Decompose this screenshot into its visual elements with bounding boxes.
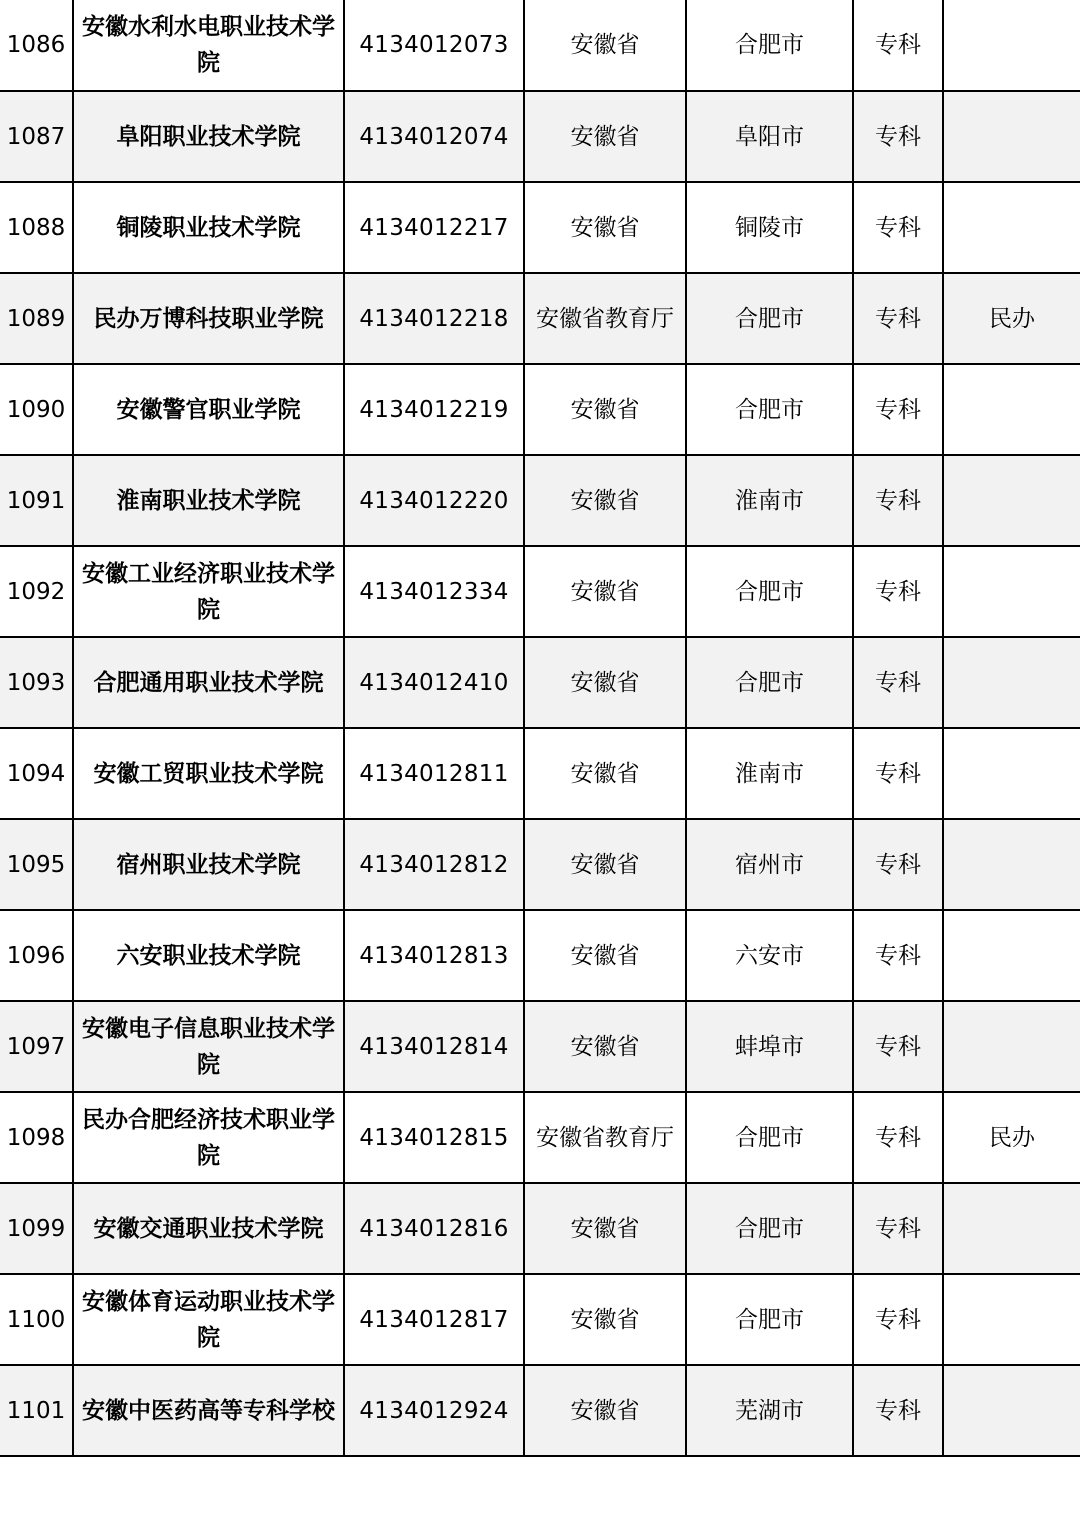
- row-number-cell: 1097: [0, 1001, 73, 1092]
- school-name-cell: 铜陵职业技术学院: [73, 182, 344, 273]
- note-cell: [943, 910, 1080, 1001]
- school-code-cell: 4134012814: [344, 1001, 524, 1092]
- school-name-cell: 民办合肥经济技术职业学院: [73, 1092, 344, 1183]
- table-row: [0, 1274, 1080, 1365]
- school-code-cell: 4134012924: [344, 1365, 524, 1456]
- table-row: [0, 819, 1080, 910]
- authority-cell: 安徽省: [524, 637, 686, 728]
- level-cell: 专科: [853, 91, 943, 182]
- city-cell: 合肥市: [686, 0, 853, 91]
- school-name-cell: 安徽水利水电职业技术学院: [73, 0, 344, 91]
- table-row: [0, 546, 1080, 637]
- authority-cell: 安徽省: [524, 1183, 686, 1274]
- note-cell: [943, 182, 1080, 273]
- authority-cell: 安徽省: [524, 364, 686, 455]
- school-code-cell: 4134012811: [344, 728, 524, 819]
- authority-cell: 安徽省: [524, 0, 686, 91]
- city-cell: 合肥市: [686, 637, 853, 728]
- city-cell: 宿州市: [686, 819, 853, 910]
- school-name-cell: 安徽工业经济职业技术学院: [73, 546, 344, 637]
- city-cell: 合肥市: [686, 364, 853, 455]
- school-code-cell: 4134012334: [344, 546, 524, 637]
- note-cell: [943, 728, 1080, 819]
- city-cell: 淮南市: [686, 455, 853, 546]
- city-cell: 合肥市: [686, 1092, 853, 1183]
- row-number-cell: 1091: [0, 455, 73, 546]
- table-row: [0, 1001, 1080, 1092]
- row-number-cell: 1089: [0, 273, 73, 364]
- city-cell: 合肥市: [686, 546, 853, 637]
- authority-cell: 安徽省: [524, 91, 686, 182]
- level-cell: 专科: [853, 819, 943, 910]
- authority-cell: 安徽省: [524, 182, 686, 273]
- school-code-cell: 4134012816: [344, 1183, 524, 1274]
- note-cell: 民办: [943, 1092, 1080, 1183]
- table-row: [0, 0, 1080, 91]
- authority-cell: 安徽省: [524, 1365, 686, 1456]
- school-name-cell: 安徽警官职业学院: [73, 364, 344, 455]
- level-cell: 专科: [853, 1001, 943, 1092]
- school-name-cell: 六安职业技术学院: [73, 910, 344, 1001]
- row-number-cell: 1094: [0, 728, 73, 819]
- city-cell: 芜湖市: [686, 1365, 853, 1456]
- level-cell: 专科: [853, 364, 943, 455]
- row-number-cell: 1095: [0, 819, 73, 910]
- table-row: [0, 273, 1080, 364]
- table-row: [0, 1092, 1080, 1183]
- table-row: [0, 910, 1080, 1001]
- authority-cell: 安徽省教育厅: [524, 1092, 686, 1183]
- level-cell: 专科: [853, 455, 943, 546]
- row-number-cell: 1090: [0, 364, 73, 455]
- school-name-cell: 安徽电子信息职业技术学院: [73, 1001, 344, 1092]
- table-row: [0, 455, 1080, 546]
- row-number-cell: 1101: [0, 1365, 73, 1456]
- authority-cell: 安徽省: [524, 546, 686, 637]
- school-code-cell: 4134012812: [344, 819, 524, 910]
- school-name-cell: 安徽工贸职业技术学院: [73, 728, 344, 819]
- school-code-cell: 4134012073: [344, 0, 524, 91]
- level-cell: 专科: [853, 546, 943, 637]
- city-cell: 合肥市: [686, 273, 853, 364]
- authority-cell: 安徽省: [524, 1001, 686, 1092]
- school-name-cell: 民办万博科技职业学院: [73, 273, 344, 364]
- authority-cell: 安徽省: [524, 728, 686, 819]
- row-number-cell: 1099: [0, 1183, 73, 1274]
- note-cell: [943, 1183, 1080, 1274]
- school-code-cell: 4134012813: [344, 910, 524, 1001]
- school-code-cell: 4134012220: [344, 455, 524, 546]
- table-row: [0, 637, 1080, 728]
- school-code-cell: 4134012218: [344, 273, 524, 364]
- table-row: [0, 1365, 1080, 1456]
- school-code-cell: 4134012410: [344, 637, 524, 728]
- school-name-cell: 安徽中医药高等专科学校: [73, 1365, 344, 1456]
- table-row: [0, 728, 1080, 819]
- note-cell: [943, 91, 1080, 182]
- city-cell: 蚌埠市: [686, 1001, 853, 1092]
- city-cell: 铜陵市: [686, 182, 853, 273]
- level-cell: 专科: [853, 1274, 943, 1365]
- note-cell: [943, 1365, 1080, 1456]
- school-code-cell: 4134012219: [344, 364, 524, 455]
- note-cell: [943, 819, 1080, 910]
- authority-cell: 安徽省: [524, 910, 686, 1001]
- row-number-cell: 1093: [0, 637, 73, 728]
- school-name-cell: 安徽交通职业技术学院: [73, 1183, 344, 1274]
- school-name-cell: 宿州职业技术学院: [73, 819, 344, 910]
- school-code-cell: 4134012217: [344, 182, 524, 273]
- level-cell: 专科: [853, 0, 943, 91]
- note-cell: [943, 0, 1080, 91]
- table-row: [0, 1183, 1080, 1274]
- school-name-cell: 淮南职业技术学院: [73, 455, 344, 546]
- note-cell: 民办: [943, 273, 1080, 364]
- row-number-cell: 1092: [0, 546, 73, 637]
- table-row: [0, 182, 1080, 273]
- authority-cell: 安徽省: [524, 455, 686, 546]
- city-cell: 淮南市: [686, 728, 853, 819]
- row-number-cell: 1088: [0, 182, 73, 273]
- table-row: [0, 364, 1080, 455]
- authority-cell: 安徽省: [524, 1274, 686, 1365]
- city-cell: 合肥市: [686, 1183, 853, 1274]
- row-number-cell: 1096: [0, 910, 73, 1001]
- authority-cell: 安徽省教育厅: [524, 273, 686, 364]
- level-cell: 专科: [853, 1365, 943, 1456]
- table-row: [0, 91, 1080, 182]
- school-name-cell: 安徽体育运动职业技术学院: [73, 1274, 344, 1365]
- level-cell: 专科: [853, 1092, 943, 1183]
- row-number-cell: 1086: [0, 0, 73, 91]
- level-cell: 专科: [853, 637, 943, 728]
- row-number-cell: 1100: [0, 1274, 73, 1365]
- level-cell: 专科: [853, 273, 943, 364]
- note-cell: [943, 637, 1080, 728]
- note-cell: [943, 546, 1080, 637]
- row-number-cell: 1098: [0, 1092, 73, 1183]
- city-cell: 六安市: [686, 910, 853, 1001]
- school-name-cell: 合肥通用职业技术学院: [73, 637, 344, 728]
- level-cell: 专科: [853, 910, 943, 1001]
- school-name-cell: 阜阳职业技术学院: [73, 91, 344, 182]
- school-code-cell: 4134012817: [344, 1274, 524, 1365]
- row-number-cell: 1087: [0, 91, 73, 182]
- level-cell: 专科: [853, 1183, 943, 1274]
- city-cell: 合肥市: [686, 1274, 853, 1365]
- school-code-cell: 4134012074: [344, 91, 524, 182]
- note-cell: [943, 364, 1080, 455]
- note-cell: [943, 455, 1080, 546]
- level-cell: 专科: [853, 728, 943, 819]
- note-cell: [943, 1001, 1080, 1092]
- level-cell: 专科: [853, 182, 943, 273]
- city-cell: 阜阳市: [686, 91, 853, 182]
- school-code-cell: 4134012815: [344, 1092, 524, 1183]
- note-cell: [943, 1274, 1080, 1365]
- authority-cell: 安徽省: [524, 819, 686, 910]
